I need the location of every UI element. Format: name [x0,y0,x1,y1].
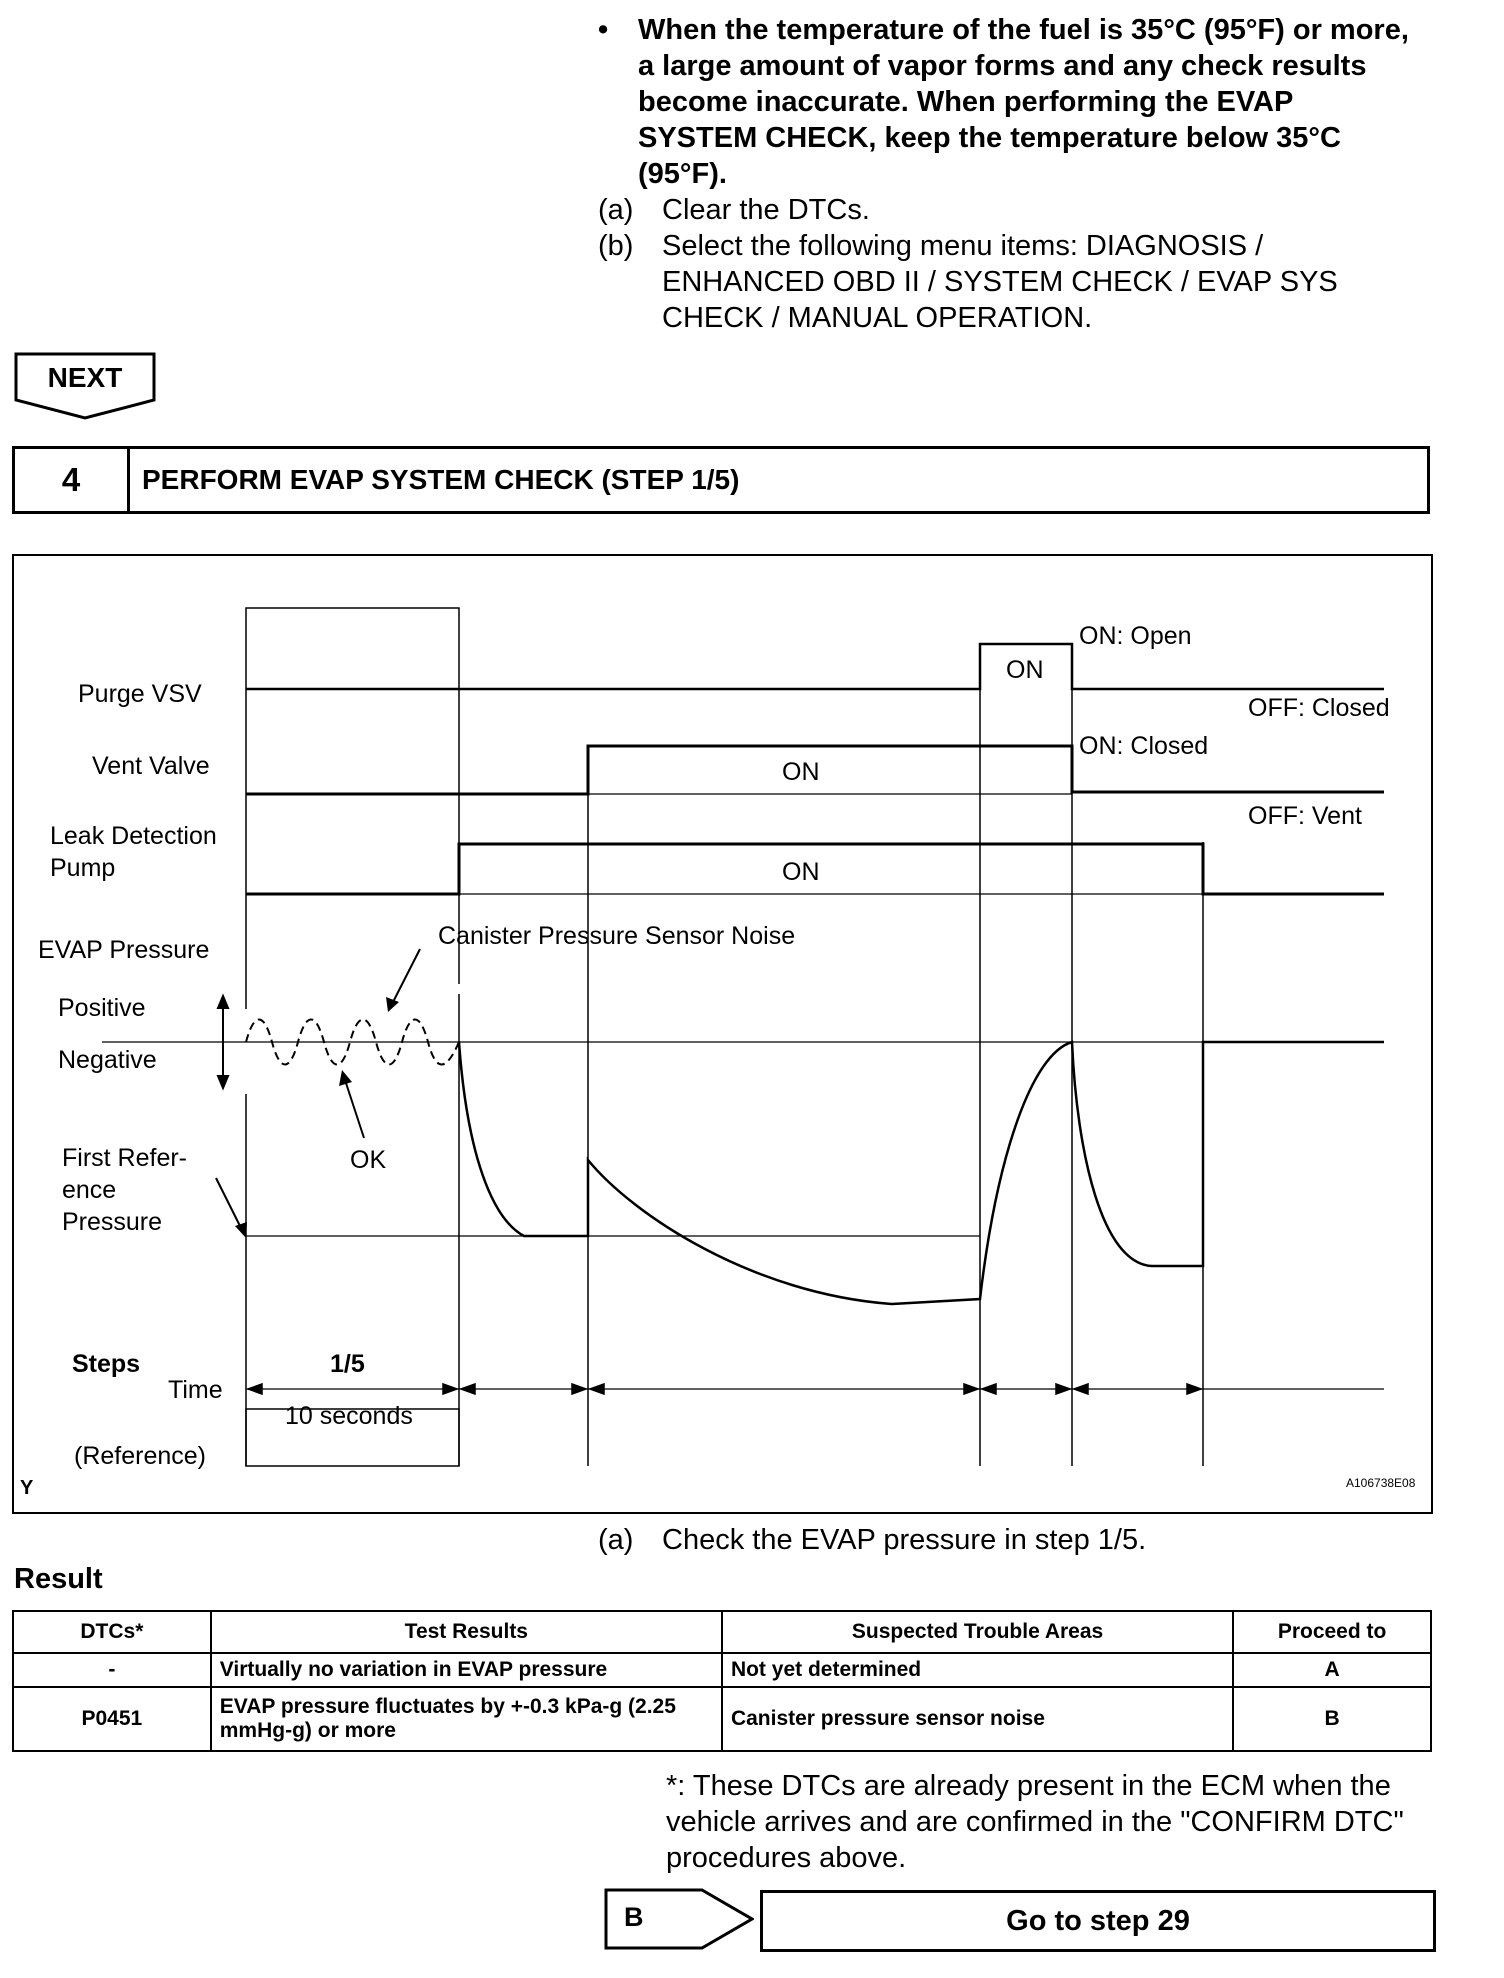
trouble-area-cell: Canister pressure sensor noise [722,1687,1233,1751]
column-header: Test Results [211,1611,722,1653]
warning-text: When the temperature of the fuel is 35°C (95°F) or more, a large amount of vapor forms and any check results become inaccurate. When performing the EVAP SYSTEM CHECK, keep the temperature below 35°C (95°F). [638,14,1409,190]
check-step [598,1524,1146,1557]
step-number: 4 [15,449,130,511]
ok-label: OK [350,1146,387,1174]
reference-label: (Reference) [74,1442,206,1470]
proceed-cell: A [1233,1653,1431,1687]
table-row [13,1653,1431,1687]
off-vent-label: OFF: Vent [1248,802,1362,830]
step-label: (b) [598,230,634,262]
step-header [12,446,1430,514]
step-title: PERFORM EVAP SYSTEM CHECK (STEP 1/5) [142,464,740,495]
on-closed-label: ON: Closed [1079,732,1209,760]
step-label: (a) [598,194,634,226]
result-b-label: B [624,1902,644,1932]
corner-y-label: Y [20,1477,34,1499]
column-header: DTCs* [13,1611,211,1653]
figure-id-label: A106738E08 [1346,1476,1416,1490]
leak-pump-label-line1: Leak Detection [50,822,217,850]
evap-timing-diagram [12,554,1433,1514]
result-heading: Result [14,1563,103,1595]
ten-seconds-label: 10 seconds [285,1402,413,1430]
dtc-cell: - [13,1653,211,1687]
test-result-cell: Virtually no variation in EVAP pressure [211,1653,722,1687]
dtc-cell: P0451 [13,1687,211,1751]
off-closed-label: OFF: Closed [1248,694,1390,722]
table-header-row [13,1611,1431,1653]
goto-step-row [604,1888,1434,1952]
go-to-step-29-button[interactable]: Go to step 29 [760,1890,1436,1952]
step-text: Clear the DTCs. [662,194,870,226]
pump-on-label: ON [782,858,820,886]
instruction-step [598,228,1418,336]
instruction-step [598,192,1418,228]
test-result-cell: EVAP pressure fluctuates by +-0.3 kPa-g (2.25 mmHg-g) or more [211,1687,722,1751]
trouble-area-cell: Not yet determined [722,1653,1233,1687]
purge-vsv-label: Purge VSV [78,680,202,708]
table-row [13,1687,1431,1751]
next-label: NEXT [47,362,123,393]
proceed-cell: B [1233,1687,1431,1751]
on-open-label: ON: Open [1079,622,1192,650]
check-step-label: (a) [598,1524,634,1556]
temperature-warning [598,12,1418,192]
purge-on-label: ON [1006,656,1044,684]
first-ref-label-line3: Pressure [62,1208,163,1236]
first-ref-label-line2: ence [62,1176,117,1204]
step-text: Select the following menu items: DIAGNOSIS / ENHANCED OBD II / SYSTEM CHECK / EVAP SYS CHECK / MANUAL OPERATION. [662,230,1338,334]
vent-on-label: ON [782,758,820,786]
check-step-text: Check the EVAP pressure in step 1/5. [662,1524,1147,1556]
first-ref-label-line1: First Refer- [62,1144,187,1172]
result-table [12,1610,1432,1752]
time-label: Time [168,1376,223,1404]
negative-label: Negative [58,1046,157,1074]
evap-pressure-label: EVAP Pressure [38,936,210,964]
column-header: Suspected Trouble Areas [722,1611,1233,1653]
step-1-5-label: 1/5 [330,1350,365,1378]
bullet-icon: • [598,14,609,46]
dtc-footnote: *: These DTCs are already present in the ECM when the vehicle arrives and are confirmed in the "CONFIRM DTC" procedures above. [666,1770,1404,1874]
steps-label: Steps [72,1350,141,1378]
vent-valve-label: Vent Valve [92,752,210,780]
next-arrow-button[interactable] [14,352,156,420]
positive-label: Positive [58,994,146,1022]
column-header: Proceed to [1233,1611,1431,1653]
precaution-notes [598,12,1418,336]
leak-pump-label-line2: Pump [50,854,116,882]
noise-label: Canister Pressure Sensor Noise [438,922,796,950]
